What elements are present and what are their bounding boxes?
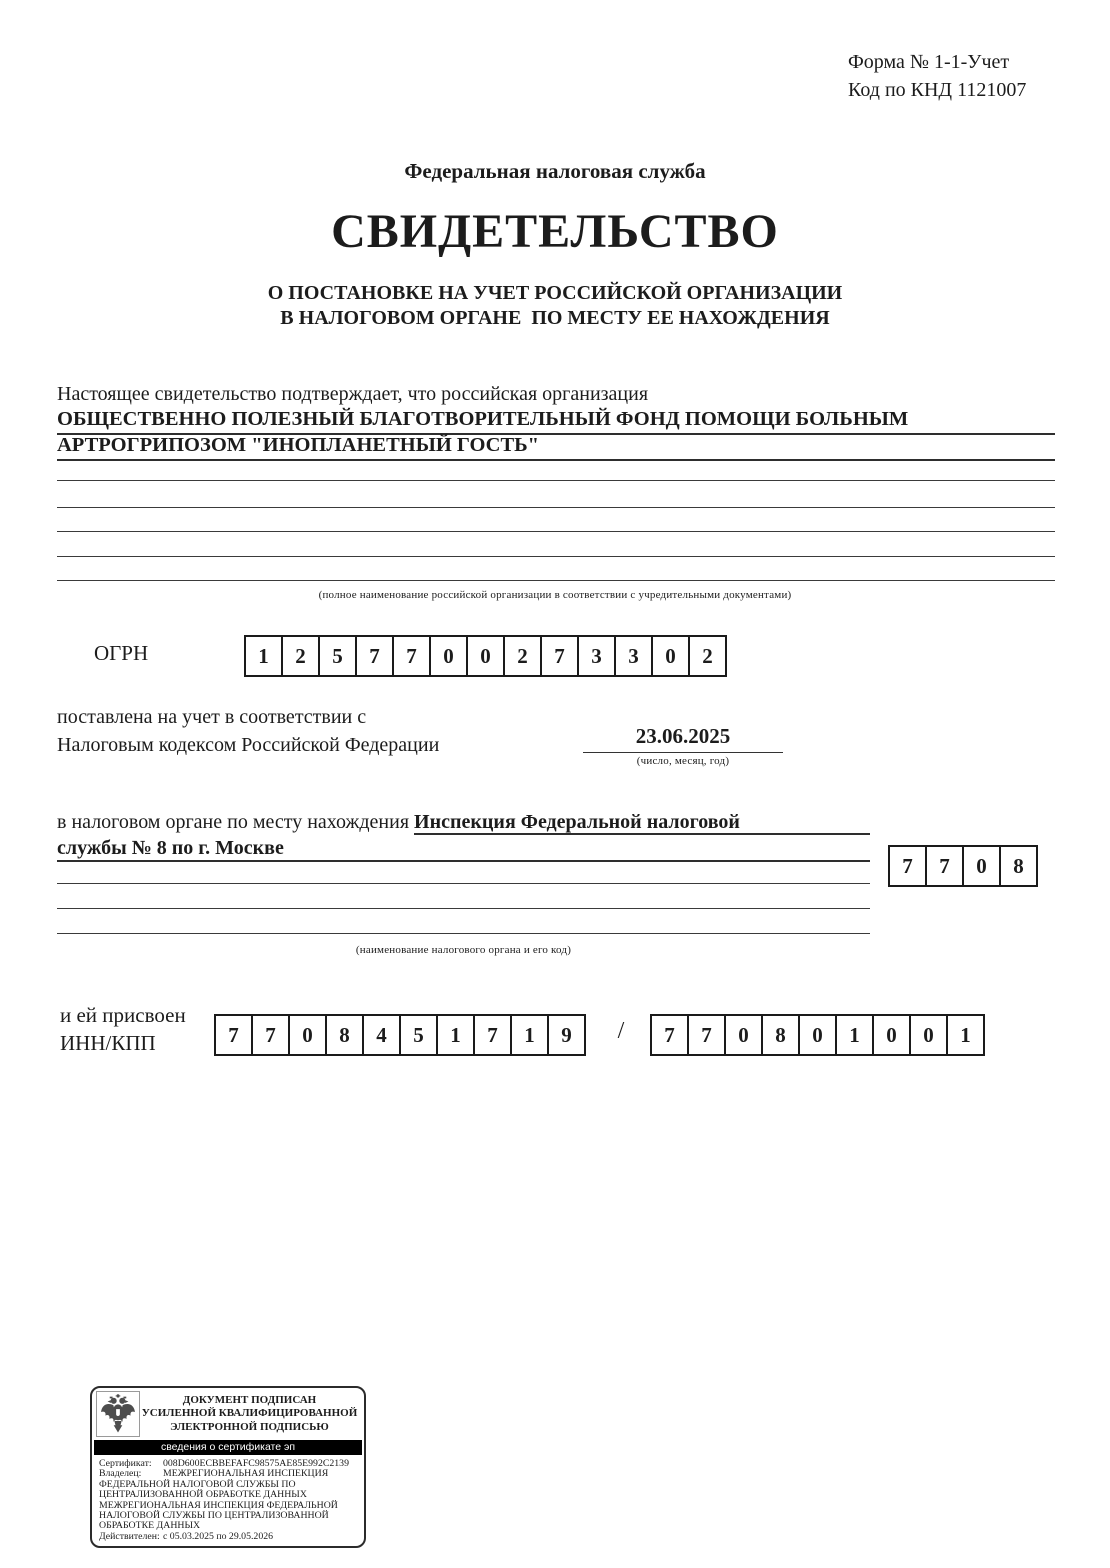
tax-office-name-line2: службы № 8 по г. Москве [57, 837, 870, 862]
ogrn-digit: 3 [614, 635, 653, 677]
tax-office-line1 [57, 811, 870, 835]
certificate-value: 008D600ECBBEFAFC98575AE85E992C2139 [163, 1458, 349, 1469]
innkpp-label-line2: ИНН/КПП [60, 1031, 156, 1055]
ogrn-digit: 7 [355, 635, 394, 677]
blank-rule [57, 908, 870, 909]
ogrn-digit: 2 [281, 635, 320, 677]
tax-code-digit: 7 [888, 845, 927, 887]
owner-value-continued: ЦЕНТРАЛИЗОВАННОЙ ОБРАБОТКЕ ДАННЫХ [99, 1489, 307, 1501]
inn-digit: 8 [325, 1014, 364, 1056]
form-number: Форма № 1-1-Учет [848, 51, 1010, 73]
registration-statement-line2: Налоговым кодексом Российской Федерации [57, 734, 440, 756]
ogrn-digit: 2 [688, 635, 727, 677]
innkpp-label [60, 1001, 186, 1057]
registration-statement-line1: поставлена на учет в соответствии с [57, 706, 367, 728]
organization-name-line1: ОБЩЕСТВЕННО ПОЛЕЗНЫЙ БЛАГОТВОРИТЕЛЬНЫЙ ФОНД ПОМОЩИ БОЛЬНЫМ [57, 408, 1055, 435]
stamp-certificate-bar: сведения о сертификате эп [94, 1440, 362, 1455]
ogrn-digit: 5 [318, 635, 357, 677]
kpp-digit: 0 [909, 1014, 948, 1056]
organization-name-caption: (полное наименование российской организации в соответствии с учредительными документами) [318, 589, 792, 601]
ogrn-digit: 0 [651, 635, 690, 677]
knd-code: Код по КНД 1121007 [848, 79, 1027, 101]
tax-office-code-boxes [888, 845, 1038, 887]
kpp-digit: 1 [946, 1014, 985, 1056]
ogrn-digit: 0 [466, 635, 505, 677]
ogrn-digit: 0 [429, 635, 468, 677]
tax-code-digit: 8 [999, 845, 1038, 887]
ogrn-digit: 2 [503, 635, 542, 677]
stamp-title [140, 1394, 359, 1435]
kpp-digit: 8 [761, 1014, 800, 1056]
owner-value-continued: МЕЖРЕГИОНАЛЬНАЯ ИНСПЕКЦИЯ ФЕДЕРАЛЬНОЙ [99, 1499, 338, 1511]
owner-label: Владелец: [99, 1468, 142, 1480]
blank-rule [57, 883, 870, 884]
inn-digit: 5 [399, 1014, 438, 1056]
tax-office-name-line1: Инспекция Федеральной налоговой [414, 811, 870, 835]
tax-code-digit: 0 [962, 845, 1001, 887]
registration-statement [57, 703, 439, 759]
owner-value-continued: ФЕДЕРАЛЬНОЙ НАЛОГОВОЙ СЛУЖБЫ ПО [99, 1478, 296, 1490]
stamp-title-line3: ЭЛЕКТРОННОЙ ПОДПИСЬЮ [170, 1420, 329, 1433]
innkpp-label-line1: и ей присвоен [60, 1003, 186, 1027]
blank-rule [57, 531, 1055, 532]
ogrn-label: ОГРН [94, 641, 149, 665]
validity-row [99, 1532, 357, 1542]
ogrn-digit-boxes [244, 635, 727, 677]
tax-office-caption: (наименование налогового органа и его код) [355, 944, 572, 956]
kpp-digit: 0 [798, 1014, 837, 1056]
inn-digit: 7 [473, 1014, 512, 1056]
tax-office-prefix: в налоговом органе по месту нахождения [57, 811, 415, 833]
owner-value-continued: ОБРАБОТКЕ ДАННЫХ [99, 1520, 201, 1532]
registration-date-block [583, 724, 783, 767]
blank-rule [57, 507, 1055, 508]
innkpp-separator: / [617, 1018, 625, 1044]
inn-digit: 7 [214, 1014, 253, 1056]
inn-digit: 9 [547, 1014, 586, 1056]
certificate-label: Сертификат: [99, 1458, 152, 1469]
stamp-header [92, 1388, 364, 1439]
kpp-digit: 1 [835, 1014, 874, 1056]
inn-digit: 4 [362, 1014, 401, 1056]
form-code-block [848, 48, 1026, 104]
kpp-digit: 0 [724, 1014, 763, 1056]
inn-digit-boxes [214, 1014, 586, 1056]
validity-label: Действителен: [99, 1530, 160, 1542]
intro-text: Настоящее свидетельство подтверждает, что российская организация [57, 383, 649, 405]
kpp-digit-boxes [650, 1014, 985, 1056]
blank-rule [57, 580, 1055, 581]
stamp-title-line2: УСИЛЕННОЙ КВАЛИФИЦИРОВАННОЙ [141, 1407, 358, 1420]
inn-digit: 7 [251, 1014, 290, 1056]
ogrn-digit: 7 [540, 635, 579, 677]
kpp-digit: 7 [650, 1014, 689, 1056]
double-headed-eagle-icon [96, 1391, 140, 1437]
registration-date-caption: (число, месяц, год) [636, 755, 730, 767]
inn-digit: 0 [288, 1014, 327, 1056]
owner-value: МЕЖРЕГИОНАЛЬНАЯ ИНСПЕКЦИЯ [163, 1468, 329, 1480]
stamp-certificate-details [92, 1457, 364, 1546]
blank-rule [57, 480, 1055, 481]
document-title: СВИДЕТЕЛЬСТВО [331, 205, 779, 258]
kpp-digit: 0 [872, 1014, 911, 1056]
ogrn-digit: 7 [392, 635, 431, 677]
document-subtitle-line1: О ПОСТАНОВКЕ НА УЧЕТ РОССИЙСКОЙ ОРГАНИЗАЦИИ [267, 282, 843, 304]
organization-name-line2: АРТРОГРИПОЗОМ "ИНОПЛАНЕТНЫЙ ГОСТЬ" [57, 434, 1055, 461]
digital-signature-stamp [90, 1386, 366, 1548]
inn-digit: 1 [510, 1014, 549, 1056]
agency-name: Федеральная налоговая служба [404, 159, 706, 183]
owner-value-continued: НАЛОГОВОЙ СЛУЖБЫ ПО ЦЕНТРАЛИЗОВАННОЙ [99, 1510, 329, 1522]
blank-rule [57, 556, 1055, 557]
ogrn-digit: 3 [577, 635, 616, 677]
tax-code-digit: 7 [925, 845, 964, 887]
registration-date: 23.06.2025 [583, 724, 783, 753]
inn-digit: 1 [436, 1014, 475, 1056]
validity-value: с 05.03.2025 по 29.05.2026 [163, 1530, 274, 1542]
ogrn-digit: 1 [244, 635, 283, 677]
kpp-digit: 7 [687, 1014, 726, 1056]
stamp-title-line1: ДОКУМЕНТ ПОДПИСАН [182, 1393, 317, 1406]
document-subtitle-line2: В НАЛОГОВОМ ОРГАНЕ ПО МЕСТУ ЕЕ НАХОЖДЕНИЯ [280, 307, 830, 329]
blank-rule [57, 933, 870, 934]
